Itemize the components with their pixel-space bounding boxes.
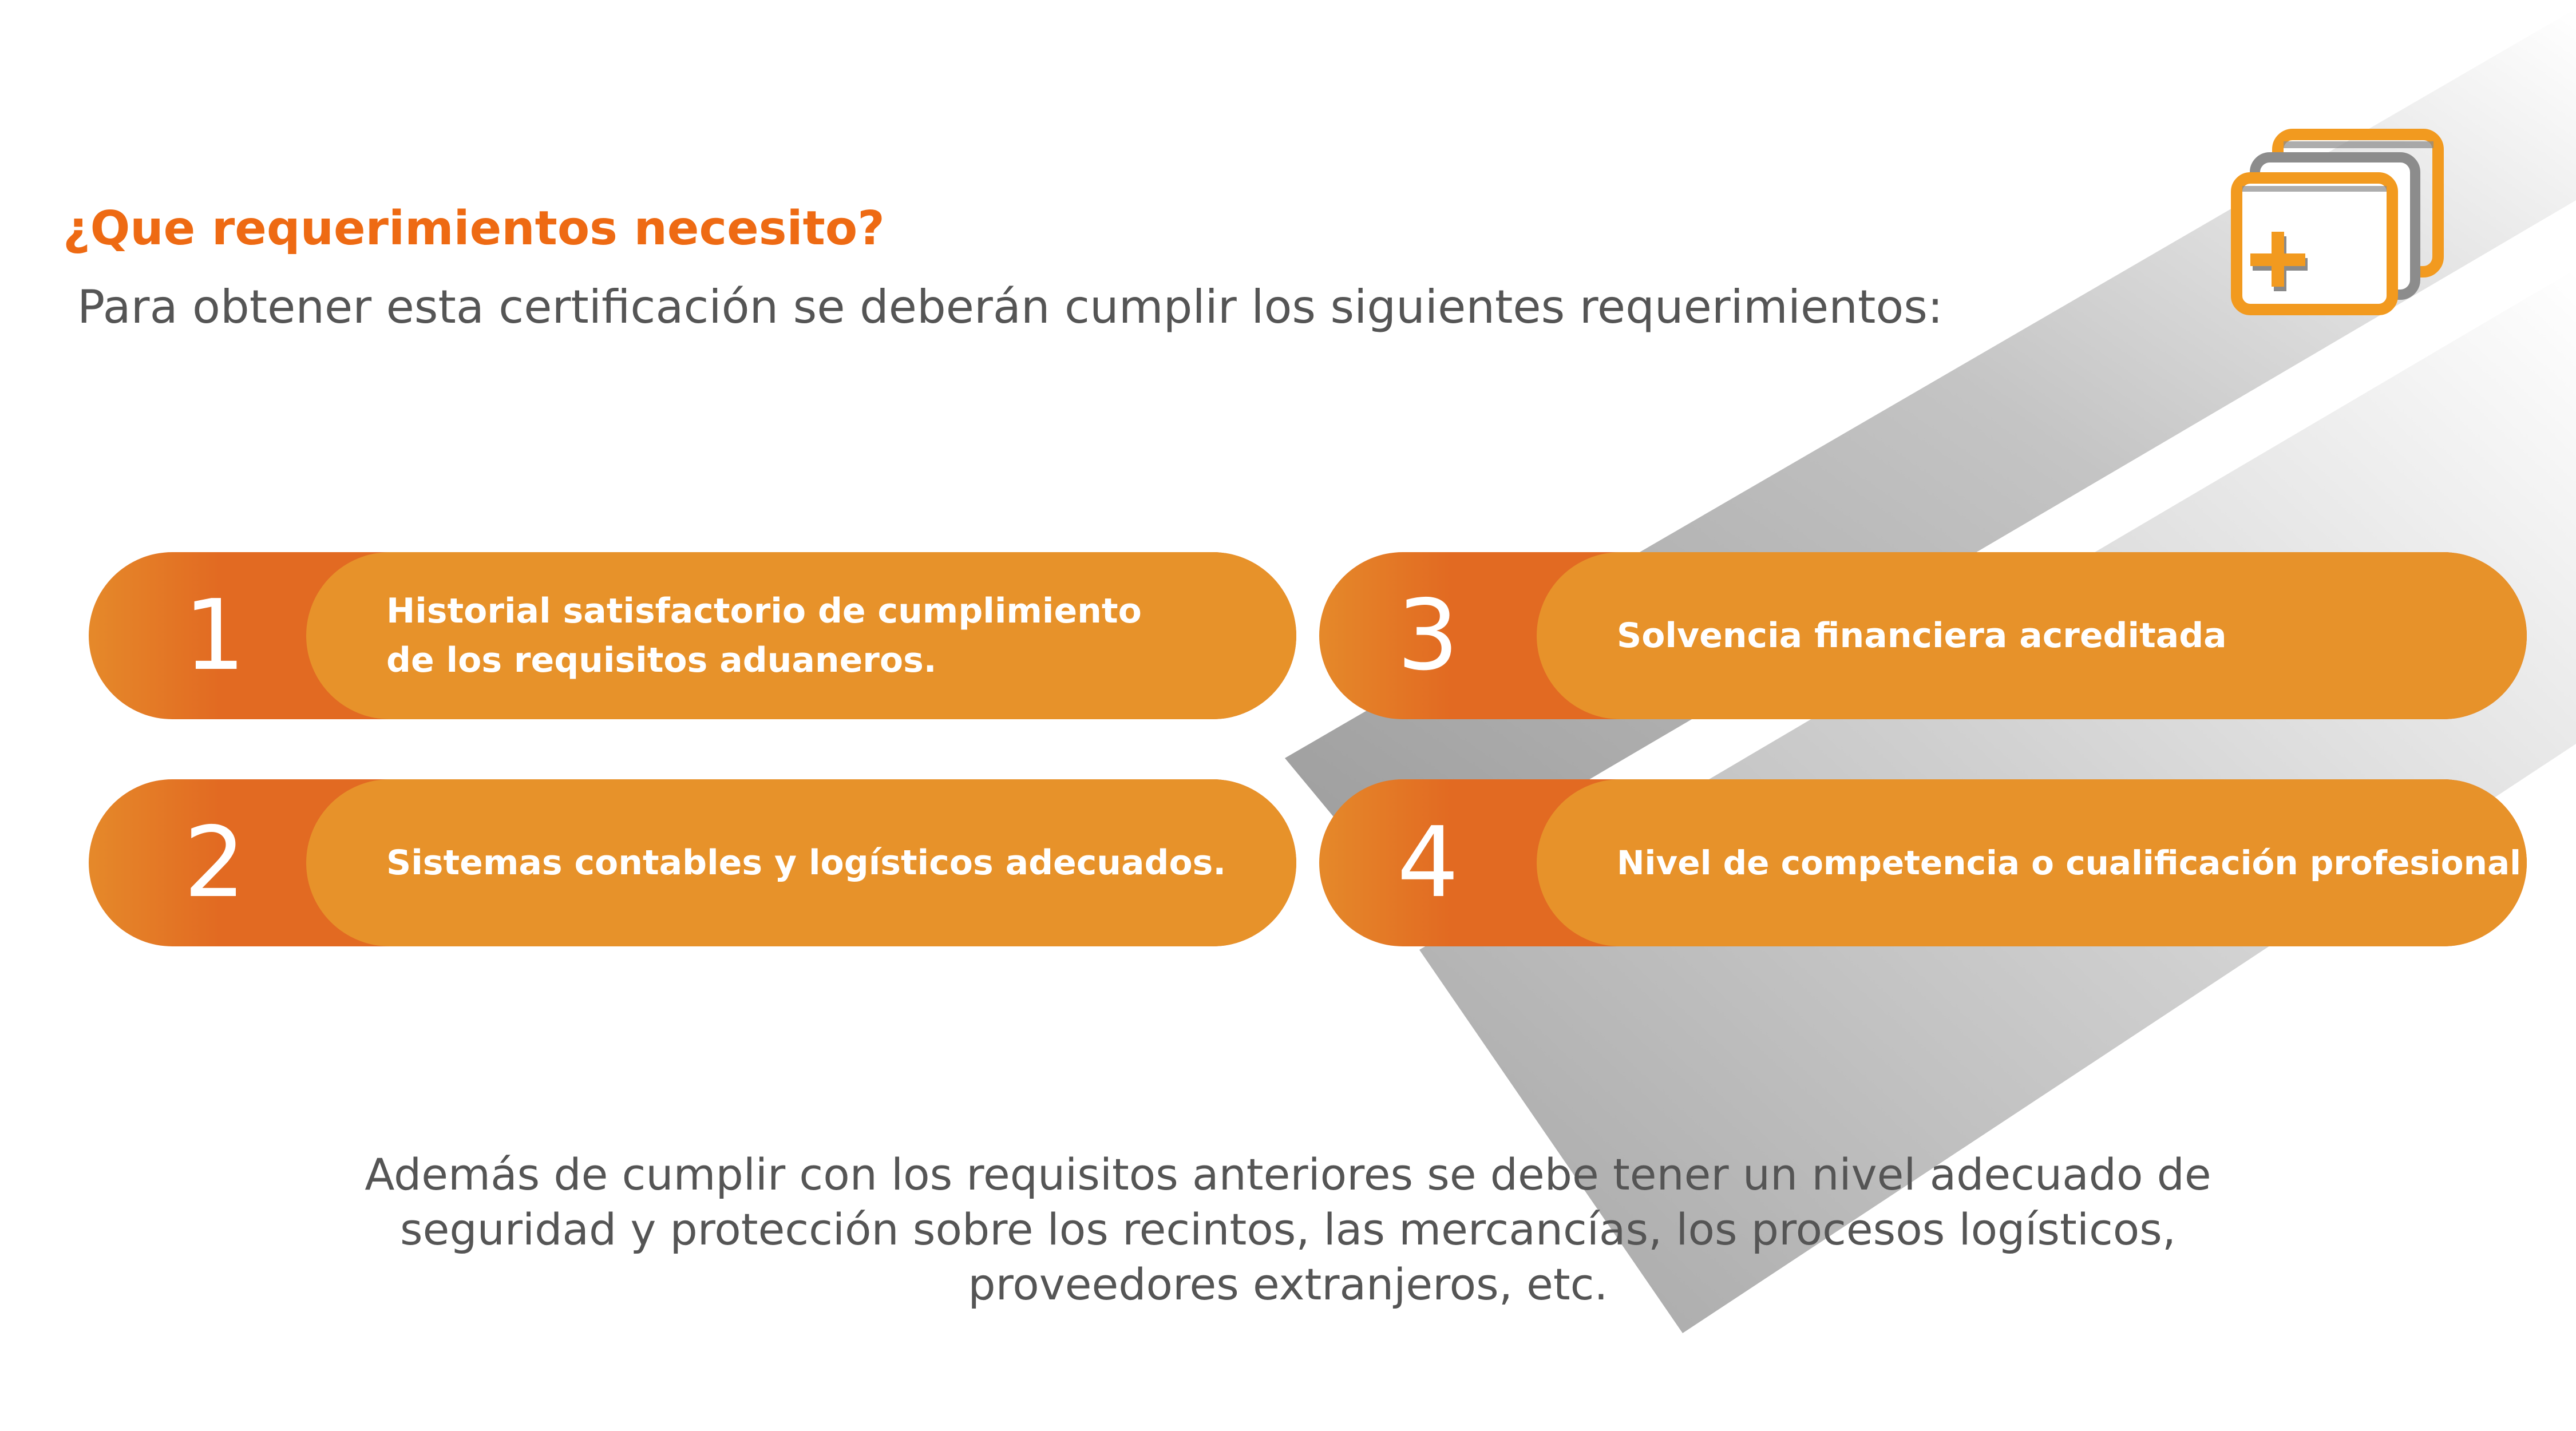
requirement-text: Sistemas contables y logísticos adecuados. [386, 843, 1226, 883]
requirement-number: 2 [183, 806, 246, 919]
requirement-body [306, 779, 1296, 946]
page-title: ¿Que requerimientos necesito? [63, 201, 885, 256]
page-subtitle: Para obtener esta certificación se deberán cumplir los siguientes requerimientos: [77, 280, 1943, 334]
requirement-text: Nivel de competencia o cualificación profesional [1617, 843, 2521, 882]
footer-line-2: seguridad y protección sobre los recintos, las mercancías, los procesos logísticos, [400, 1204, 2176, 1255]
footer-line-1: Además de cumplir con los requisitos anteriores se debe tener un nivel adecuado de [365, 1149, 2211, 1200]
footer-note [0, 1147, 2576, 1312]
requirement-card-4 [1319, 779, 2527, 946]
requirement-number: 3 [1396, 579, 1459, 692]
requirement-card-2 [89, 779, 1296, 946]
requirement-text: Historial satisfactorio de cumplimiento de los requisitos aduaneros. [386, 591, 1142, 680]
certificate-plus-icon [2221, 123, 2461, 329]
requirement-text: Solvencia financiera acreditada [1617, 616, 2227, 656]
requirement-card-1 [89, 552, 1296, 719]
requirement-card-3 [1319, 552, 2527, 719]
footer-line-3: proveedores extranjeros, etc. [968, 1259, 1608, 1310]
requirement-body [1537, 552, 2527, 719]
requirement-body [1537, 779, 2527, 946]
requirement-number: 1 [183, 579, 246, 692]
requirement-body [306, 552, 1296, 719]
requirement-number: 4 [1396, 806, 1459, 919]
